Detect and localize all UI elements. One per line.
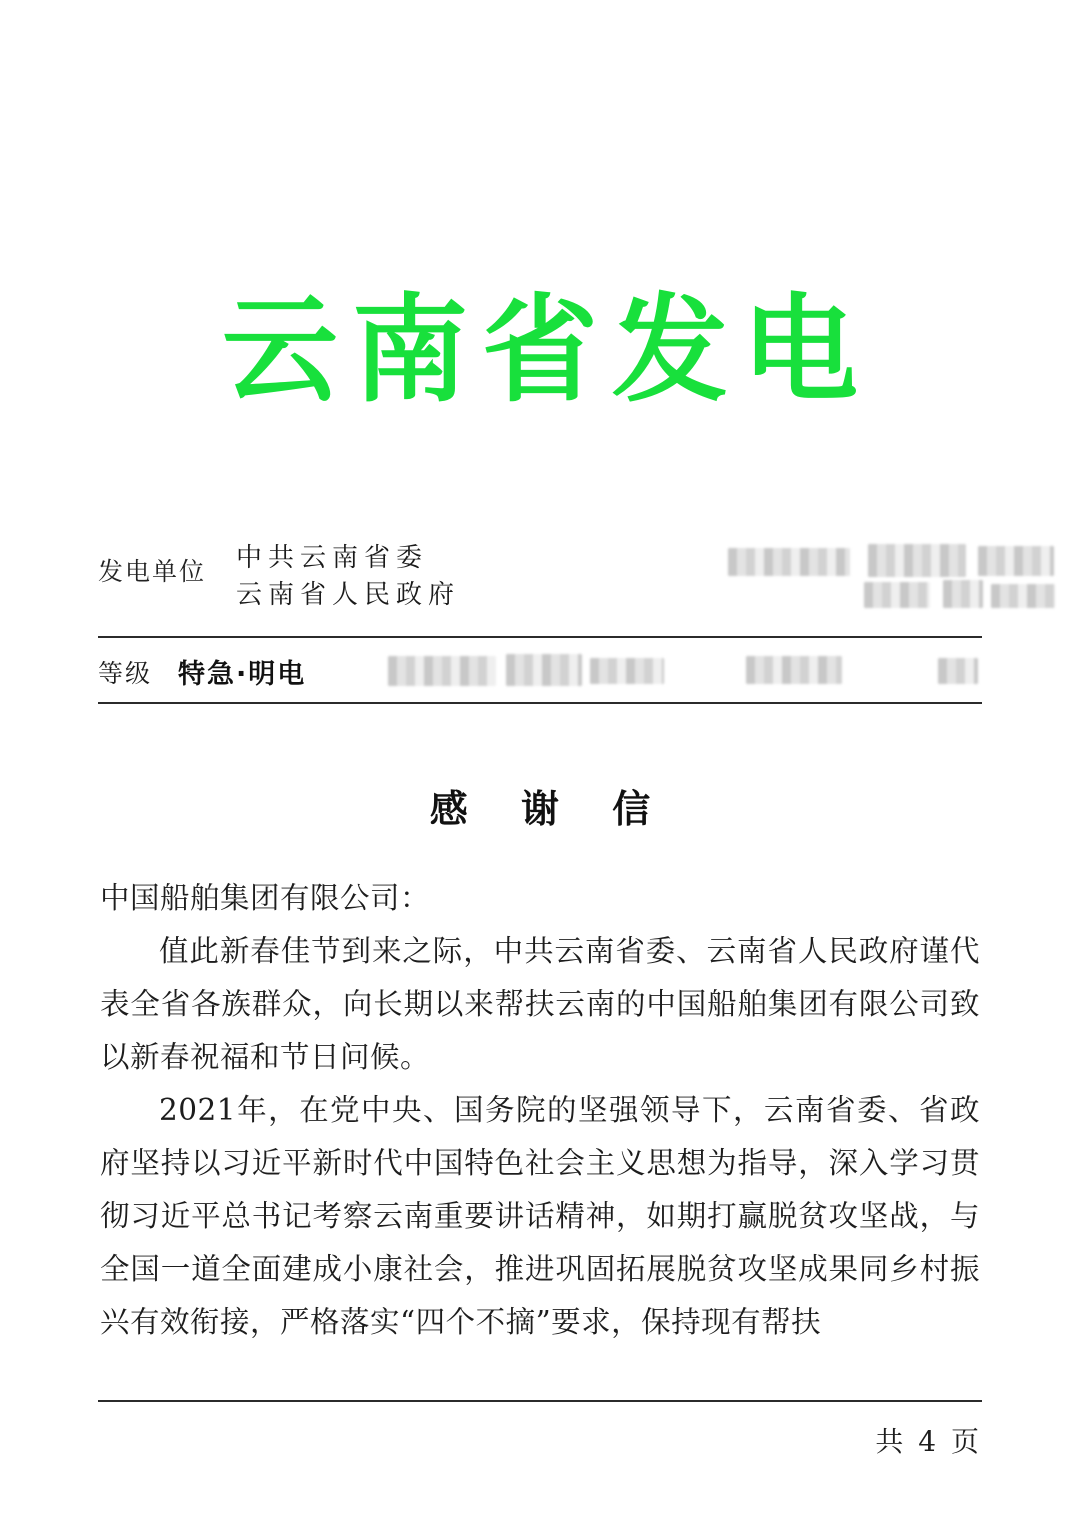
redacted-block: [590, 658, 664, 684]
redacted-block: [938, 658, 978, 684]
document-masthead-title: 云南省发电: [222, 282, 872, 418]
redacted-block: [388, 656, 496, 686]
redacted-block: [746, 656, 842, 684]
sender-row: [98, 540, 982, 614]
header-divider-bottom: [98, 702, 982, 704]
grade-value: 特急·明电: [178, 659, 307, 690]
redacted-block: [943, 580, 983, 608]
sender-field-row: [98, 540, 982, 614]
redacted-block: [506, 654, 582, 686]
redacted-block: [728, 548, 850, 576]
redacted-block: [864, 582, 930, 608]
sender-unit-names: [236, 540, 460, 614]
grade-field-row: [98, 650, 982, 698]
document-body: [100, 872, 980, 1349]
grade-label: 等级: [98, 661, 153, 688]
salutation: 中国船舶集团有限公司：: [100, 881, 431, 915]
redacted-block: [978, 546, 1054, 576]
header-divider-top: [98, 636, 982, 638]
body-paragraph: 值此新春佳节到来之际，中共云南省委、云南省人民政府谨代表全省各族群众，向长期以来帮扶云南的中国船舶集团有限公司致以新春祝福和节日问候。: [100, 934, 980, 1074]
page-title: 感 谢 信: [429, 787, 671, 831]
sender-unit-line-1: 中共云南省委: [236, 543, 429, 573]
redacted-block: [868, 544, 966, 577]
sender-unit-line-2: 云南省人民政府: [236, 579, 461, 610]
page-count-footer: 共 4 页: [875, 1425, 982, 1458]
redacted-block: [991, 584, 1055, 608]
footer-divider: [98, 1400, 982, 1402]
body-paragraph: 2021年，在党中央、国务院的坚强领导下，云南省委、省政府坚持以习近平新时代中国特色社会主义思想为指导，深入学习贯彻习近平总书记考察云南重要讲话精神，如期打赢脱贫攻坚战，与全国一道全面建成小康社会，推进巩固拓展脱贫攻坚成果同乡村振兴有效衔接，严格落实“四个不摘”要求，保持现有帮扶: [100, 1093, 980, 1339]
sender-label: 发电单位: [98, 559, 207, 586]
